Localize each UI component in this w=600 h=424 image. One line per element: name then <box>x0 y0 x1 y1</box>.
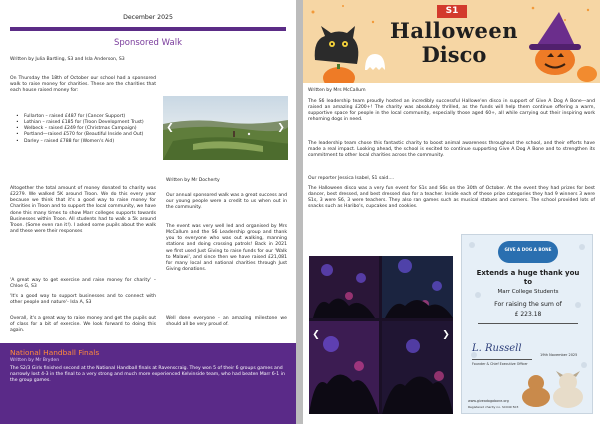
docherty-paragraph-2: The event was very well led and organised by Mrs McCallum and the S6 Leadership group and thank you to everyone who was out walking, manning stations and doing crossing patrols! Back in 2021 we first used Just Giving to raise funds for our 'Walk to Malawi', and since then we have raised £21,081 for many local and national charities through Just Giving donations. <box>166 224 287 273</box>
charity-logo <box>498 241 558 263</box>
certificate-raise-label: For raising the sum of <box>494 301 562 308</box>
golf-course-image <box>163 96 288 160</box>
dogs-illustration-icon <box>518 369 588 409</box>
disco-paragraph-3: Our reporter Jessica Isabel, S1 said.... <box>308 176 395 181</box>
disco-paragraph-1: The S6 leadership team proudly hosted an incredibly successful Hallowe'en disco in support of Give A Dog A Bone—and raised an amazing £200+! The charity was absolutely thrilled, as the funds will help them continue offering a warm, supportive space for people in the local community, especially those aged 60+, all while carrying out their inspiring work rehoming dogs in need. <box>308 99 595 123</box>
disco-paragraph-2: The leadership team chose this fantastic charity to boost animal awareness throughout the school, and their efforts have made a real impact. Looking ahead, the school is excited to continue supporting Give A Dog A Bone and to strengthen its commitment to other local charities across the community. <box>308 141 595 159</box>
disco-photo-collage <box>309 256 453 414</box>
byline-sponsored-walk: Written by Julia Bartling, S3 and Isla Anderson, S3 <box>10 57 125 62</box>
docherty-paragraph-3: Well done everyone - an amazing milestone we should all be very proud of. <box>166 316 287 328</box>
disco-paragraph-4: The Halloween disco was a very fun event for S1s and S6s on the 30th of October. At the event they had prizes for best dancer, best dressed, and best dressed duo for a teacher. Inside each of these prize categories they had 9 winners 3 were S1s, 3 were S6, 3 were teachers. They also ran games such as musical statues and corners. The school provided lots of snacks such as Haribo's, cupcakes and cookies. <box>308 186 595 210</box>
cat-icon <box>315 26 359 64</box>
section-title-handball: National Handball Finals <box>10 348 100 357</box>
banner-title-halloween: Halloween <box>390 18 518 43</box>
docherty-paragraph-1: Our annual sponsored walk was a great success and our young people were a credit to us when out in the community. <box>166 193 287 211</box>
certificate-date: 19th November 2025 <box>540 353 578 357</box>
quote-isla: 'It's a good way to support businesses and to connect with other people and nature'- Isla A, S3 <box>10 294 156 306</box>
newsletter-date: December 2025 <box>123 14 173 21</box>
byline-mr-bryden: Written by Mr Bryden <box>10 358 60 363</box>
banner-title-disco: Disco <box>421 42 487 67</box>
list-item: • Fullarton – raised £487 for (Cancer Support) <box>16 114 158 120</box>
disco-photos-image <box>309 256 453 414</box>
sponsored-walk-total-paragraph: Altogether the total amount of money donated to charity was £2279. We walked 5K around Troon. We do this every year because we think that it's a good way to raise money for Charities in Troon and to support the local community, we have done this many times to show Marr colleges supports towards Businesses within Troon. All students had to walk a 5k around Troon. (Some even ran it!). I asked some pupils about the walk and these were their responses <box>10 186 156 235</box>
certificate-signer-role: Founder & Chief Executive Officer <box>472 362 528 366</box>
sponsored-walk-intro: On Thursday the 18th of October our school had a sponsored walk to raise money for charities. These are the charities that each house raised money for: <box>10 76 156 94</box>
collage-prev-arrow[interactable]: ❮ <box>312 330 320 340</box>
byline-mrs-mccallum: Written by Mrs McCallum <box>308 88 366 93</box>
collage-next-arrow[interactable]: ❯ <box>442 330 450 340</box>
photo-golf-course <box>163 96 288 160</box>
list-item: • Welbeck – raised £249 for (Christmas Campaign) <box>16 126 158 132</box>
quote-chloe: 'A great way to get exercise and raise money for charity' – Chloe G, S3 <box>10 278 156 290</box>
section-title-sponsored-walk: Sponsored Walk <box>114 38 182 48</box>
charity-logo-text: GIVE A DOG A BONE <box>504 247 552 252</box>
halloween-disco-banner <box>303 0 600 83</box>
certificate-recipient: Marr College Students <box>497 289 559 295</box>
certificate-amount: £ 223.18 <box>514 311 542 318</box>
carousel-prev-arrow[interactable]: ❮ <box>166 123 174 133</box>
signature-rule <box>472 359 532 360</box>
banner-s1-tag: S1 <box>437 5 467 18</box>
charity-registration: Registered charity no. SC049 503 <box>468 405 519 409</box>
header-rule <box>10 27 286 31</box>
handball-paragraph: The S2/3 Girls finished second at the National Handball finals at Ravenscraig. They won 5 of their 6 groups games and narrowly lost 4-3 in the final to a very strong and much more experienced Kelvinside team, who had beaten Marr 6-1 in the group games. <box>10 366 285 384</box>
byline-mr-docherty: Written by Mr Docherty <box>166 178 220 183</box>
charity-list <box>16 114 158 145</box>
certificate-signature: L. Russell <box>472 343 522 354</box>
list-item: • Lothian – raised £185 for (Troon Development Trust) <box>16 120 158 126</box>
newsletter-page-left <box>0 0 296 424</box>
sponsored-walk-closing: Overall, it's a great way to raise money and get the pupils out of class for a bit of exercise. We look forward to doing this again. <box>10 316 156 334</box>
charity-website: www.giveadogabone.org <box>468 399 509 403</box>
list-item: • Portland—raised £570 for (Beautiful Inside and Out) <box>16 132 158 138</box>
page-gutter <box>296 0 303 424</box>
certificate-headline: Extends a huge thank you to <box>476 269 580 286</box>
thank-you-certificate <box>461 234 593 414</box>
carousel-next-arrow[interactable]: ❯ <box>277 123 285 133</box>
newsletter-page-right <box>303 0 600 424</box>
list-item: • Darley – raised £788 for (Women's Aid) <box>16 139 158 145</box>
certificate-amount-rule <box>478 323 578 324</box>
